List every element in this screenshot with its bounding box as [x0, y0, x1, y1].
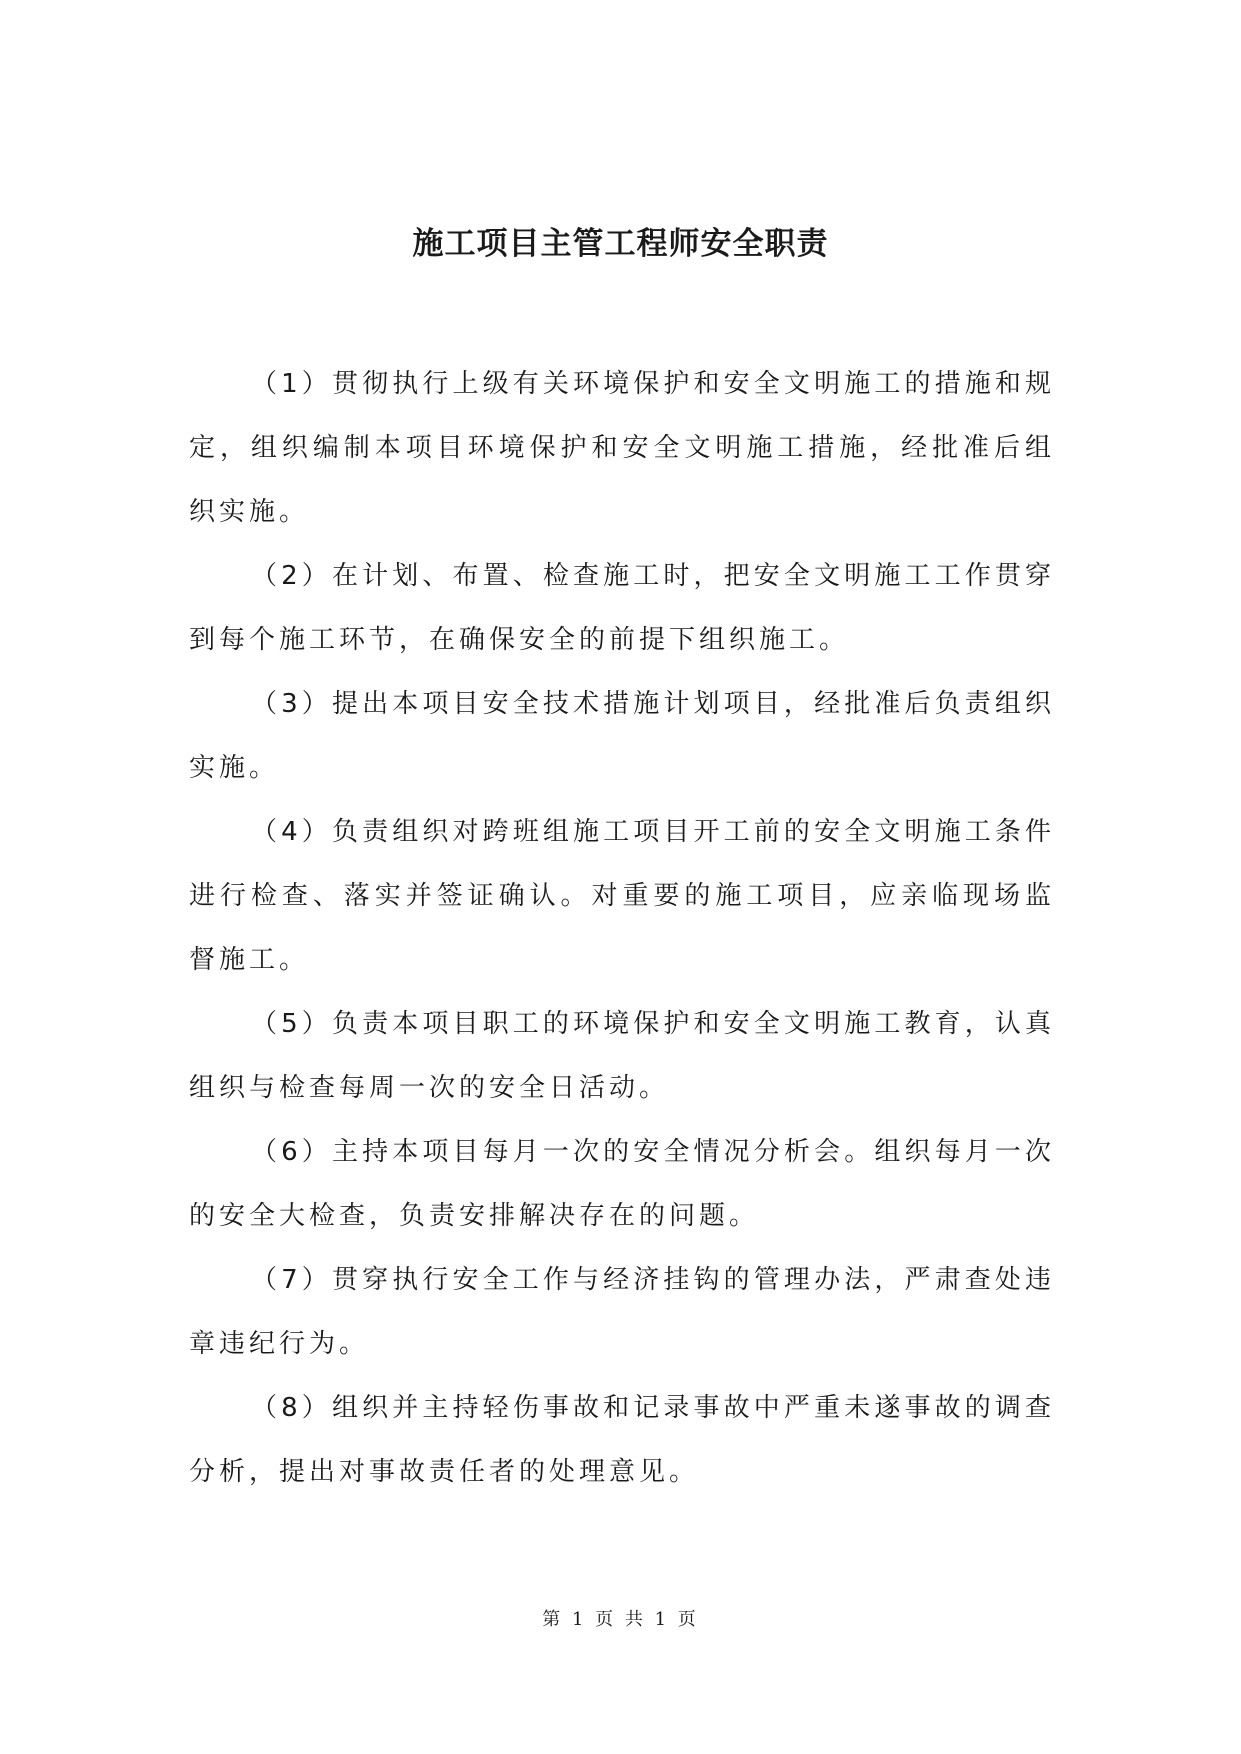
- paragraph-7: （7）贯穿执行安全工作与经济挂钩的管理办法，严肃查处违章违纪行为。: [189, 1265, 1055, 1359]
- paragraph-1: （1）贯彻执行上级有关环境保护和安全文明施工的措施和规定，组织编制本项目环境保护和安全文明施工措施，经批准后组织实施。: [189, 369, 1055, 527]
- paragraph-3: （3）提出本项目安全技术措施计划项目，经批准后负责组织实施。: [189, 689, 1055, 783]
- paragraph-5: （5）负责本项目职工的环境保护和安全文明施工教育，认真组织与检查每周一次的安全日活动。: [189, 1009, 1055, 1103]
- page-number-footer: 第 1 页 共 1 页: [542, 1609, 699, 1630]
- paragraph-4: （4）负责组织对跨班组施工项目开工前的安全文明施工条件进行检查、落实并签证确认。对重要的施工项目，应亲临现场监督施工。: [189, 817, 1055, 975]
- document-body: [189, 352, 1055, 1504]
- paragraph-2: （2）在计划、布置、检查施工时，把安全文明施工工作贯穿到每个施工环节，在确保安全的前提下组织施工。: [189, 561, 1055, 655]
- paragraph-6: （6）主持本项目每月一次的安全情况分析会。组织每月一次的安全大检查，负责安排解决存在的问题。: [189, 1137, 1055, 1231]
- paragraph-8: （8）组织并主持轻伤事故和记录事故中严重未遂事故的调查分析，提出对事故责任者的处理意见。: [189, 1393, 1055, 1487]
- page-title: 施工项目主管工程师安全职责: [412, 226, 829, 262]
